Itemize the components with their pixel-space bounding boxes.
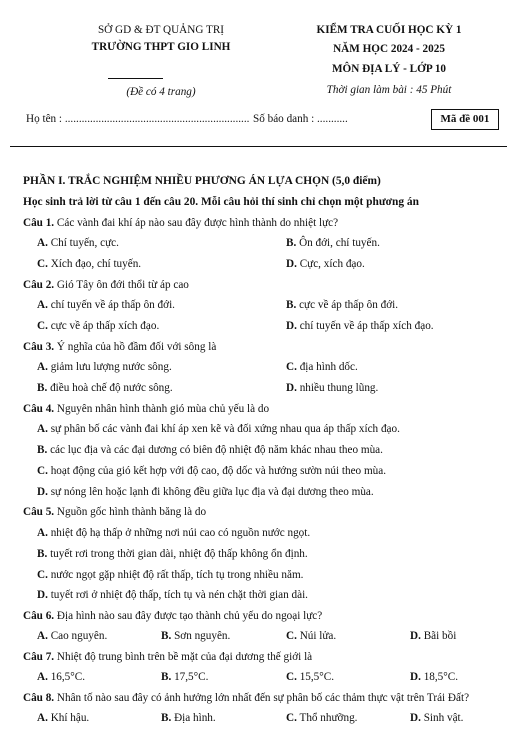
question-8 — [23, 692, 469, 704]
question-2 — [23, 279, 189, 291]
q7-option-c: C. 15,5°C. — [286, 671, 334, 683]
subject-title: MÔN ĐỊA LÝ - LỚP 10 — [331, 63, 447, 75]
q5-option-d: D. tuyết rơi ở nhiệt độ thấp, tích tụ và nén chặt thời gian dài. — [37, 589, 308, 601]
q4-option-a: A. sự phân bố các vành đai khí áp xen kẽ và đối xứng nhau qua áp thấp xích đạo. — [37, 423, 400, 435]
question-text: Địa hình nào sau đây được tạo thành chủ yếu do ngoại lực? — [54, 610, 323, 622]
question-number: Câu 8. — [23, 692, 55, 704]
q7-option-d: D. 18,5°C. — [410, 671, 458, 683]
question-text: Nhiệt độ trung bình trên bề mặt của đại dương thế giới là — [54, 651, 313, 663]
school-name: TRƯỜNG THPT GIO LINH — [91, 41, 231, 53]
q6-option-b: B. Sơn nguyên. — [161, 630, 231, 642]
question-text: Các vành đai khí áp nào sau đây được hình thành do nhiệt lực? — [54, 217, 339, 229]
exam-code-box: Mã đề 001 — [431, 109, 499, 130]
q5-option-b: B. tuyết rơi trong thời gian dài, nhiệt độ thấp không ổn định. — [37, 548, 308, 560]
question-6 — [23, 610, 322, 622]
q7-option-b: B. 17,5°C. — [161, 671, 209, 683]
q4-option-d: D. sự nóng lên hoặc lạnh đi không đều giữa lục địa và đại dương theo mùa. — [37, 486, 374, 498]
question-number: Câu 5. — [23, 506, 55, 518]
exam-title: KIỂM TRA CUỐI HỌC KỲ 1 — [316, 24, 462, 36]
q3-option-b: B. điều hoà chế độ nước sông. — [37, 382, 173, 394]
section-divider — [10, 146, 507, 147]
student-id-field: Số báo danh : ........... — [253, 113, 348, 125]
q1-option-a: A. Chí tuyến, cực. — [37, 237, 119, 249]
q1-option-c: C. Xích đạo, chí tuyến. — [37, 258, 142, 270]
q1-option-b: B. Ôn đới, chí tuyến. — [286, 237, 380, 249]
school-year: NĂM HỌC 2024 - 2025 — [333, 43, 445, 55]
q1-option-d: D. Cực, xích đạo. — [286, 258, 365, 270]
question-text: Nguyên nhân hình thành gió mùa chủ yếu là do — [54, 403, 270, 415]
question-text: Gió Tây ôn đới thổi từ áp cao — [54, 279, 189, 291]
question-number: Câu 7. — [23, 651, 55, 663]
q4-option-b: B. các lục địa và các đại dương có biên độ nhiệt độ năm khác nhau theo mùa. — [37, 444, 383, 456]
q6-option-c: C. Núi lửa. — [286, 630, 337, 642]
question-number: Câu 2. — [23, 279, 55, 291]
pages-note: (Đề có 4 trang) — [126, 86, 196, 98]
q2-option-c: C. cực về áp thấp xích đạo. — [37, 320, 160, 332]
question-3 — [23, 341, 216, 353]
header-divider — [108, 78, 163, 79]
question-number: Câu 4. — [23, 403, 55, 415]
q2-option-b: B. cực về áp thấp ôn đới. — [286, 299, 399, 311]
q2-option-d: D. chí tuyến về áp thấp xích đạo. — [286, 320, 434, 332]
question-7 — [23, 651, 312, 663]
department-name: SỞ GD & ĐT QUẢNG TRỊ — [97, 24, 225, 36]
q2-option-a: A. chí tuyến về áp thấp ôn đới. — [37, 299, 175, 311]
question-text: Nguồn gốc hình thành băng là do — [54, 506, 207, 518]
q3-option-c: C. địa hình dốc. — [286, 361, 358, 373]
question-4 — [23, 403, 269, 415]
part1-instruction: Học sinh trả lời từ câu 1 đến câu 20. Mỗi câu hỏi thí sinh chỉ chọn một phương án — [23, 196, 419, 208]
q6-option-a: A. Cao nguyên. — [37, 630, 108, 642]
question-number: Câu 3. — [23, 341, 55, 353]
q3-option-d: D. nhiều thung lũng. — [286, 382, 379, 394]
question-text: Ý nghĩa của hồ đầm đối với sông là — [54, 341, 217, 353]
q5-option-c: C. nước ngọt gặp nhiệt độ rất thấp, tích tụ trong nhiều năm. — [37, 569, 304, 581]
q8-option-a: A. Khí hậu. — [37, 712, 90, 724]
question-text: Nhân tố nào sau đây có ảnh hưởng lớn nhất đến sự phân bố các thảm thực vật trên Trái Đất? — [54, 692, 470, 704]
q8-option-c: C. Thổ nhưỡng. — [286, 712, 358, 724]
question-number: Câu 6. — [23, 610, 55, 622]
q6-option-d: D. Bãi bồi — [410, 630, 457, 642]
question-1 — [23, 217, 338, 229]
part1-title: PHẦN I. TRẮC NGHIỆM NHIỀU PHƯƠNG ÁN LỰA CHỌN (5,0 điểm) — [23, 175, 381, 187]
exam-duration: Thời gian làm bài : 45 Phút — [326, 84, 452, 96]
q4-option-c: C. hoạt động của gió kết hợp với độ cao, độ dốc và hướng sườn núi theo mùa. — [37, 465, 386, 477]
q8-option-b: B. Địa hình. — [161, 712, 216, 724]
q5-option-a: A. nhiệt độ hạ thấp ở những nơi núi cao có nguồn nước ngọt. — [37, 527, 311, 539]
q8-option-d: D. Sinh vật. — [410, 712, 464, 724]
question-number: Câu 1. — [23, 217, 55, 229]
student-name-field: Họ tên : .................................................................. — [26, 113, 250, 125]
q3-option-a: A. giảm lưu lượng nước sông. — [37, 361, 172, 373]
q7-option-a: A. 16,5°C. — [37, 671, 85, 683]
question-5 — [23, 506, 206, 518]
